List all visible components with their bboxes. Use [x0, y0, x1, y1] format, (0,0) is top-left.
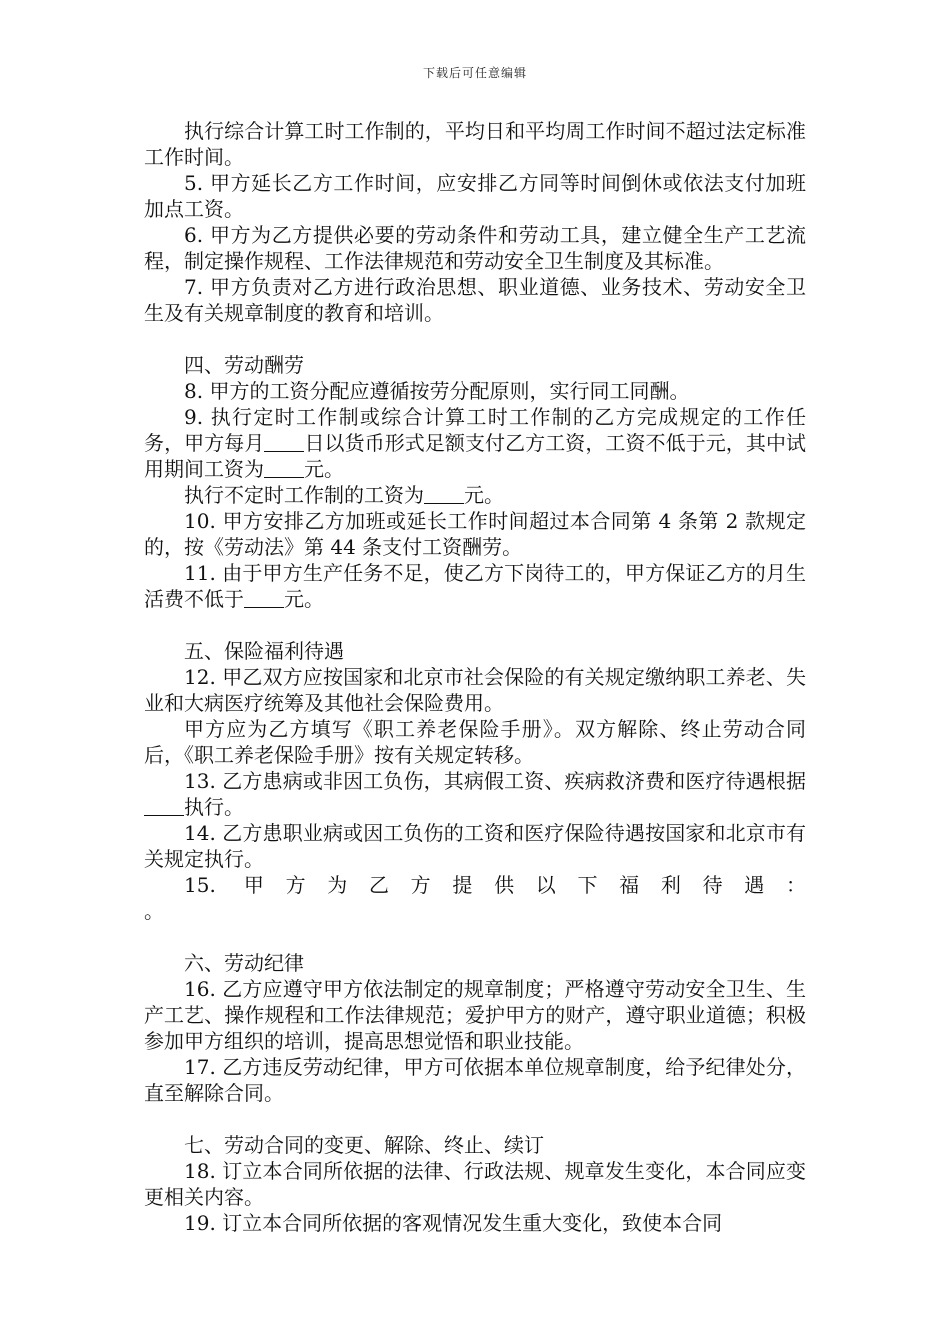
clause-6: 6. 甲方为乙方提供必要的劳动条件和劳动工具，建立健全生产工艺流程，制定操作规程、工作法律规范和劳动安全卫生制度及其标准。 — [144, 223, 806, 273]
clause-11-text-a: 11. 由于甲方生产任务不足，使乙方下岗待工的，甲方保证乙方的月生活费不低于 — [144, 561, 806, 611]
fill-blank — [244, 589, 284, 608]
paragraph-irregular-hours — [144, 482, 806, 508]
clause-15: 15. 甲方为乙方提供以下福利待遇： — [184, 873, 806, 897]
page-header: 下载后可任意编辑 — [422, 66, 527, 80]
section-heading-4: 四、劳动酬劳 — [184, 353, 304, 377]
irregular-text-b: 元。 — [464, 483, 504, 507]
irregular-text-a: 执行不定时工作制的工资为 — [184, 483, 424, 507]
blank-line — [144, 326, 806, 352]
clause-13-text-b: 执行。 — [184, 795, 244, 819]
clause-17: 17. 乙方违反劳动纪律，甲方可依据本单位规章制度，给予纪律处分，直至解除合同。 — [144, 1055, 806, 1105]
clause-16: 16. 乙方应遵守甲方依法制定的规章制度；严格遵守劳动安全卫生、生产工艺、操作规程和工作法律规范；爱护甲方的财产，遵守职业道德；积极参加甲方组织的培训，提高思想觉悟和职业技能。 — [144, 977, 806, 1053]
document-body — [144, 118, 806, 1236]
clause-9 — [144, 404, 806, 482]
clause-9-text-b: 日以货币形式足额支付乙方工资，工资不低于元，其中试用期间工资为 — [144, 431, 807, 481]
section-heading-7: 七、劳动合同的变更、解除、终止、续订 — [184, 1133, 544, 1157]
clause-12: 12. 甲乙双方应按国家和北京市社会保险的有关规定缴纳职工养老、失业和大病医疗统筹及其他社会保险费用。 — [144, 665, 806, 715]
paragraph-hours: 执行综合计算工时工作制的，平均日和平均周工作时间不超过法定标准工作时间。 — [144, 119, 806, 169]
clause-13-text-a: 13. 乙方患病或非因工负伤，其病假工资、疾病救济费和医疗待遇根据 — [184, 769, 806, 793]
fill-blank — [264, 459, 304, 478]
clause-10: 10. 甲方安排乙方加班或延长工作时间超过本合同第 4 条第 2 款规定的，按《劳动法》第 44 条支付工资酬劳。 — [144, 509, 806, 559]
paragraph-pension-handbook: 甲方应为乙方填写《职工养老保险手册》。双方解除、终止劳动合同后，《职工养老保险手册》按有关规定转移。 — [144, 717, 806, 767]
clause-7: 7. 甲方负责对乙方进行政治思想、职业道德、业务技术、劳动安全卫生及有关规章制度的教育和培训。 — [144, 275, 806, 325]
section-heading-5: 五、保险福利待遇 — [184, 639, 344, 663]
clause-9-text-a: 9. 执行定时工作制或综合计算工时工作制的乙方完成规定的工作任务，甲方每月 — [144, 405, 806, 455]
fill-blank — [264, 433, 304, 452]
clause-14: 14. 乙方患职业病或因工负伤的工资和医疗保险待遇按国家和北京市有关规定执行。 — [144, 821, 806, 871]
clause-11-text-b: 元。 — [284, 587, 324, 611]
clause-15-continuation: 。 — [144, 899, 164, 923]
clause-8: 8. 甲方的工资分配应遵循按劳分配原则，实行同工同酬。 — [184, 379, 690, 403]
clause-18: 18. 订立本合同所依据的法律、行政法规、规章发生变化，本合同应变更相关内容。 — [144, 1159, 806, 1209]
fill-blank — [424, 485, 464, 504]
section-heading-6: 六、劳动纪律 — [184, 951, 304, 975]
clause-5: 5. 甲方延长乙方工作时间，应安排乙方同等时间倒休或依法支付加班加点工资。 — [144, 171, 806, 221]
blank-line — [144, 1106, 806, 1132]
clause-13 — [144, 768, 806, 820]
clause-9-text-c: 元。 — [304, 457, 344, 481]
clause-19: 19. 订立本合同所依据的客观情况发生重大变化，致使本合同 — [184, 1211, 723, 1235]
blank-line — [144, 924, 806, 950]
blank-line — [144, 612, 806, 638]
clause-11 — [144, 560, 806, 612]
fill-blank — [144, 797, 184, 816]
